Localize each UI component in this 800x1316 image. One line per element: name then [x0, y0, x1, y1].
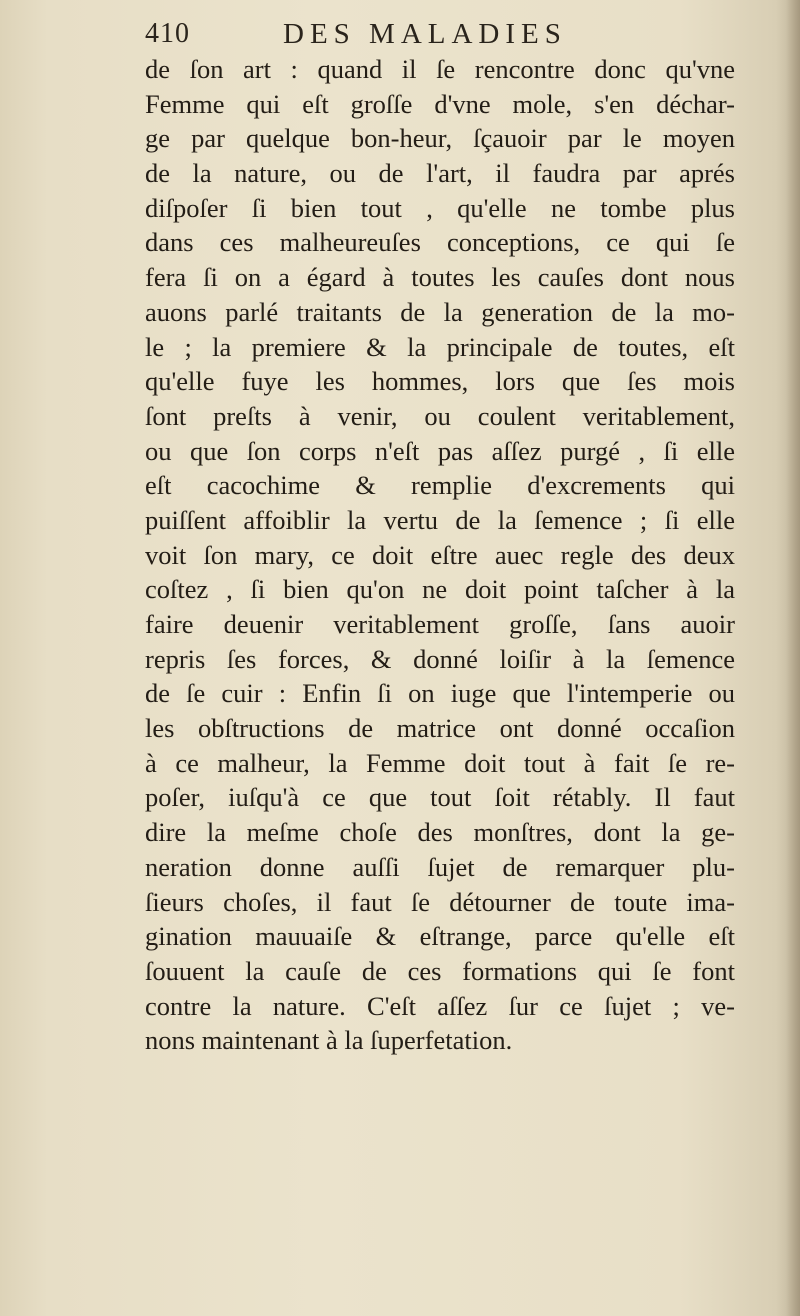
text-line: coſtez , ſi bien qu'on ne doit point taſcher à la	[145, 574, 735, 605]
page-number: 410	[145, 18, 190, 49]
text-line: le ; la premiere & la principale de toutes, eſt	[145, 331, 735, 362]
body-text	[145, 52, 735, 1058]
text-line: ſieurs choſes, il faut ſe détourner de toute ima-	[145, 886, 735, 917]
text-line: voit ſon mary, ce doit eſtre auec regle des deux	[145, 539, 735, 570]
text-line: à ce malheur, la Femme doit tout à fait ſe re-	[145, 747, 735, 778]
text-line: fera ſi on a égard à toutes les cauſes dont nous	[145, 262, 735, 293]
text-line: contre la nature. C'eſt aſſez ſur ce ſujet ; ve-	[145, 990, 735, 1021]
text-line: ou que ſon corps n'eſt pas aſſez purgé , ſi elle	[145, 435, 735, 466]
text-line: de la nature, ou de l'art, il faudra par aprés	[145, 158, 735, 189]
text-line: ſont preſts à venir, ou coulent veritablement,	[145, 400, 735, 431]
page-gutter-shadow	[786, 0, 800, 1316]
text-line: nons maintenant à la ſuperfetation.	[145, 1025, 513, 1056]
text-line: auons parlé traitants de la generation de la mo-	[145, 296, 735, 327]
text-line: dire la meſme choſe des monſtres, dont la ge-	[145, 817, 735, 848]
text-line: puiſſent affoiblir la vertu de la ſemence ; ſi elle	[145, 504, 735, 535]
text-line: gination mauuaiſe & eſtrange, parce qu'elle eſt	[145, 921, 735, 952]
text-line: repris ſes forces, & donné loiſir à la ſemence	[145, 643, 735, 674]
text-line: qu'elle fuye les hommes, lors que ſes mois	[145, 366, 735, 397]
text-line: faire deuenir veritablement groſſe, ſans auoir	[145, 609, 735, 639]
text-line: diſpoſer ſi bien tout , qu'elle ne tombe plus	[145, 192, 735, 223]
running-title: DES MALADIES	[283, 18, 567, 50]
text-line: Femme qui eſt groſſe d'vne mole, s'en déchar-	[145, 88, 735, 119]
text-line: les obſtructions de matrice ont donné occaſion	[145, 713, 735, 744]
text-line: dans ces malheureuſes conceptions, ce qui ſe	[145, 227, 735, 258]
running-head	[145, 18, 745, 54]
text-line: eſt cacochime & remplie d'excrements qui	[145, 470, 735, 501]
text-line: de ſon art : quand il ſe rencontre donc qu'vne	[145, 54, 735, 84]
show-through-bleed	[150, 1095, 750, 1295]
text-line: de ſe cuir : Enfin ſi on iuge que l'intemperie ou	[145, 678, 735, 709]
text-line: neration donne auſſi ſujet de remarquer plu-	[145, 851, 735, 882]
text-line: ſouuent la cauſe de ces formations qui ſe font	[145, 955, 735, 986]
text-line: ge par quelque bon-heur, ſçauoir par le moyen	[145, 123, 735, 154]
text-line: poſer, iuſqu'à ce que tout ſoit rétably. Il faut	[145, 782, 735, 813]
